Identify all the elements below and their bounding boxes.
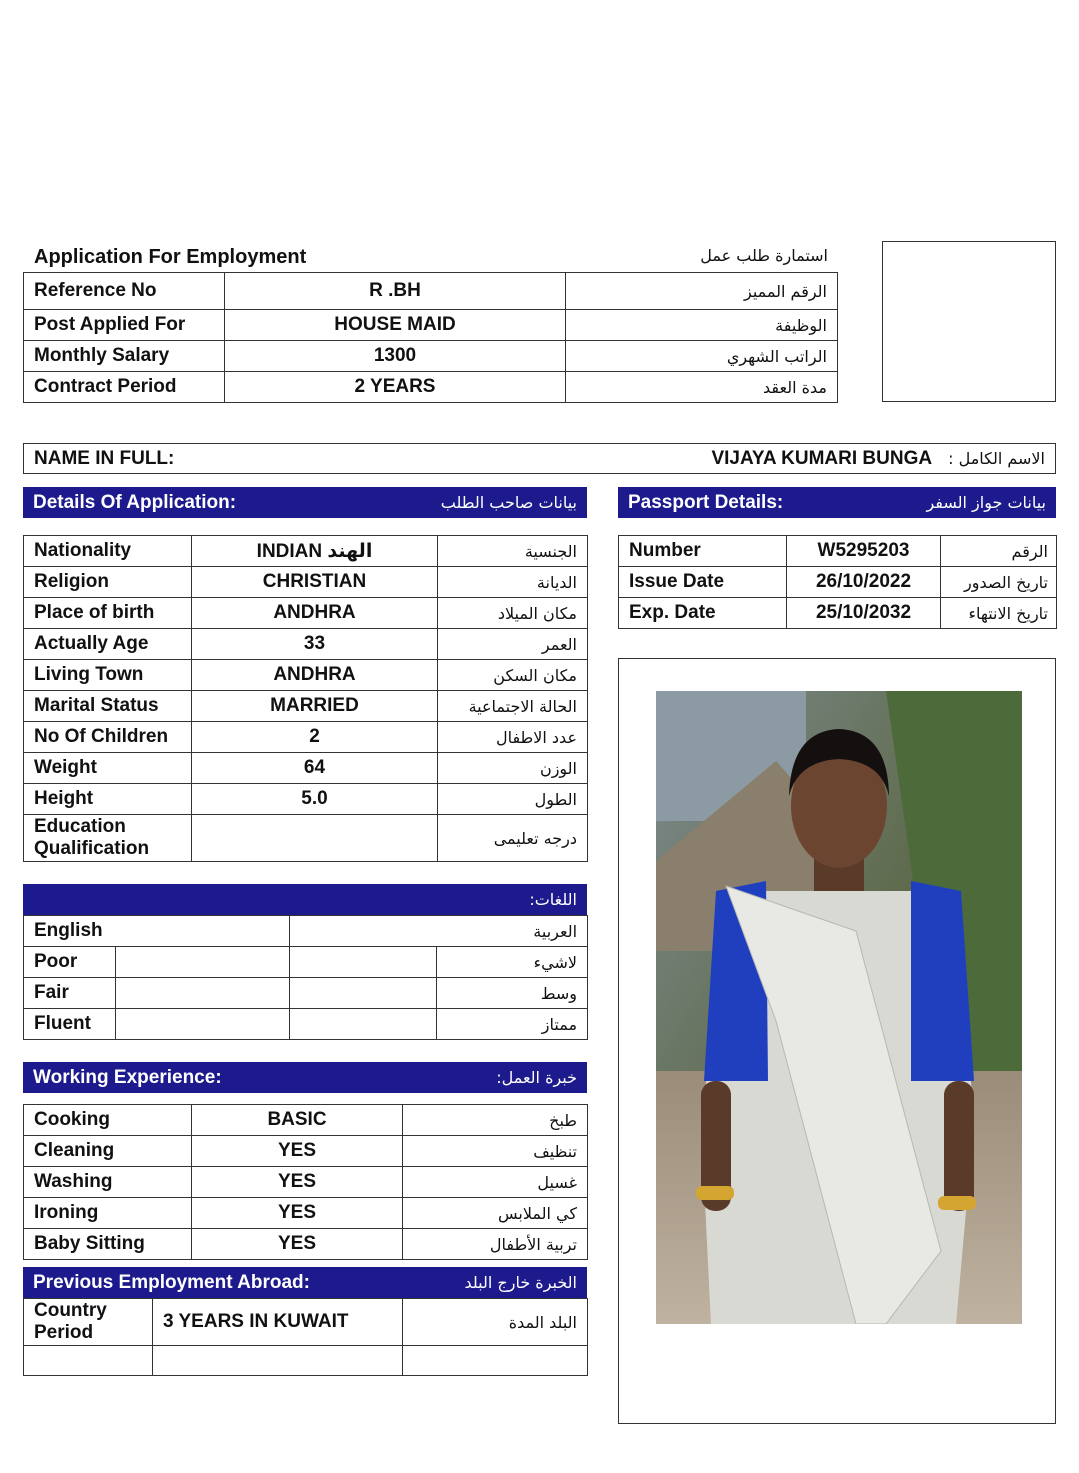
details-value: CHRISTIAN bbox=[192, 567, 438, 598]
details-row bbox=[24, 598, 588, 629]
name-label: NAME IN FULL: bbox=[34, 447, 175, 469]
job-label-arabic: مدة العقد bbox=[566, 372, 838, 403]
language-level-arabic: لاشيء bbox=[437, 947, 588, 978]
details-header-arabic: بيانات صاحب الطلب bbox=[440, 493, 577, 512]
passport-row bbox=[619, 567, 1057, 598]
abroad-empty-row bbox=[24, 1346, 588, 1376]
experience-header-title: Working Experience: bbox=[33, 1066, 222, 1088]
passport-value: 25/10/2032 bbox=[787, 598, 941, 629]
details-label: Living Town bbox=[24, 660, 192, 691]
id-photo-box bbox=[882, 241, 1056, 402]
name-label-arabic: الاسم الكامل : bbox=[948, 449, 1045, 468]
job-value: R .BH bbox=[225, 273, 566, 310]
page-title: Application For Employment bbox=[34, 246, 307, 268]
details-row bbox=[24, 536, 588, 567]
abroad-header bbox=[23, 1267, 587, 1298]
details-label: Weight bbox=[24, 753, 192, 784]
job-value: 2 YEARS bbox=[225, 372, 566, 403]
page-title-arabic: استمارة طلب عمل bbox=[700, 246, 828, 265]
language-level-cell bbox=[116, 1009, 290, 1040]
job-label-arabic: الرقم المميز bbox=[566, 273, 838, 310]
details-value: MARRIED bbox=[192, 691, 438, 722]
experience-label-arabic: تنظيف bbox=[403, 1136, 588, 1167]
details-value: 2 bbox=[192, 722, 438, 753]
education-row bbox=[24, 815, 588, 862]
passport-label-arabic: الرقم bbox=[941, 536, 1057, 567]
name-value: VIJAYA KUMARI BUNGA bbox=[711, 447, 933, 469]
details-header-title: Details Of Application: bbox=[33, 491, 237, 513]
passport-header bbox=[618, 487, 1056, 518]
details-value: 64 bbox=[192, 753, 438, 784]
applicant-photo bbox=[656, 691, 1022, 1324]
job-label: Reference No bbox=[24, 273, 225, 310]
experience-label: Washing bbox=[24, 1167, 192, 1198]
details-label: Actually Age bbox=[24, 629, 192, 660]
experience-table bbox=[23, 1104, 588, 1260]
job-label-arabic: الراتب الشهري bbox=[566, 341, 838, 372]
experience-row bbox=[24, 1105, 588, 1136]
education-value bbox=[192, 815, 438, 862]
experience-header bbox=[23, 1062, 587, 1093]
experience-label: Baby Sitting bbox=[24, 1229, 192, 1260]
details-label-arabic: الحالة الاجتماعية bbox=[438, 691, 588, 722]
abroad-label-arabic: البلد المدة bbox=[403, 1299, 588, 1346]
passport-value: W5295203 bbox=[787, 536, 941, 567]
experience-value: YES bbox=[192, 1229, 403, 1260]
language-level-cell bbox=[290, 1009, 437, 1040]
abroad-label bbox=[24, 1299, 153, 1346]
details-label: Nationality bbox=[24, 536, 192, 567]
job-row-salary bbox=[24, 341, 838, 372]
job-label: Monthly Salary bbox=[24, 341, 225, 372]
details-label-arabic: الطول bbox=[438, 784, 588, 815]
experience-header-arabic: خبرة العمل: bbox=[496, 1068, 577, 1087]
photo-right-arm bbox=[944, 1081, 974, 1211]
details-row bbox=[24, 567, 588, 598]
abroad-empty-cell bbox=[153, 1346, 403, 1376]
language-level-label: Fluent bbox=[24, 1009, 116, 1040]
job-table bbox=[23, 272, 838, 403]
details-label: Religion bbox=[24, 567, 192, 598]
language-level-label: Poor bbox=[24, 947, 116, 978]
education-label-line2: Qualification bbox=[34, 838, 150, 859]
details-label-arabic: الوزن bbox=[438, 753, 588, 784]
language-arabic-label: العربية bbox=[290, 916, 588, 947]
name-row bbox=[23, 443, 1056, 474]
abroad-empty-cell bbox=[24, 1346, 153, 1376]
abroad-row bbox=[24, 1299, 588, 1346]
abroad-empty-cell bbox=[403, 1346, 588, 1376]
abroad-value: 3 YEARS IN KUWAIT bbox=[153, 1299, 403, 1346]
language-level-row bbox=[24, 1009, 588, 1040]
abroad-label-line2: Period bbox=[34, 1322, 94, 1343]
passport-row bbox=[619, 536, 1057, 567]
details-row bbox=[24, 753, 588, 784]
passport-label: Exp. Date bbox=[619, 598, 787, 629]
passport-row bbox=[619, 598, 1057, 629]
details-value: 33 bbox=[192, 629, 438, 660]
passport-label-arabic: تاريخ الانتهاء bbox=[941, 598, 1057, 629]
experience-label: Ironing bbox=[24, 1198, 192, 1229]
language-level-cell bbox=[290, 978, 437, 1009]
experience-label: Cooking bbox=[24, 1105, 192, 1136]
details-value: INDIAN الهند bbox=[192, 536, 438, 567]
job-row-reference bbox=[24, 273, 838, 310]
abroad-table bbox=[23, 1298, 588, 1376]
language-level-arabic: وسط bbox=[437, 978, 588, 1009]
passport-label: Number bbox=[619, 536, 787, 567]
language-level-cell bbox=[290, 947, 437, 978]
experience-row bbox=[24, 1198, 588, 1229]
experience-row bbox=[24, 1167, 588, 1198]
details-table bbox=[23, 535, 588, 862]
passport-header-arabic: بيانات جواز السفر bbox=[926, 493, 1046, 512]
passport-table bbox=[618, 535, 1057, 629]
abroad-header-arabic: الخبرة خارج البلد bbox=[464, 1273, 577, 1292]
language-level-row bbox=[24, 978, 588, 1009]
languages-header bbox=[23, 884, 587, 915]
experience-row bbox=[24, 1136, 588, 1167]
experience-label-arabic: غسيل bbox=[403, 1167, 588, 1198]
abroad-label-line1: Country bbox=[34, 1300, 107, 1321]
job-label: Contract Period bbox=[24, 372, 225, 403]
details-label: Marital Status bbox=[24, 691, 192, 722]
details-row bbox=[24, 660, 588, 691]
job-value: HOUSE MAID bbox=[225, 310, 566, 341]
details-label: Height bbox=[24, 784, 192, 815]
experience-value: YES bbox=[192, 1167, 403, 1198]
language-level-label: Fair bbox=[24, 978, 116, 1009]
experience-label-arabic: كي الملابس bbox=[403, 1198, 588, 1229]
languages-title-row bbox=[24, 916, 588, 947]
language-english-label: English bbox=[24, 916, 290, 947]
details-label-arabic: الجنسية bbox=[438, 536, 588, 567]
details-row bbox=[24, 784, 588, 815]
passport-label: Issue Date bbox=[619, 567, 787, 598]
passport-header-title: Passport Details: bbox=[628, 491, 784, 513]
experience-value: YES bbox=[192, 1136, 403, 1167]
details-label: No Of Children bbox=[24, 722, 192, 753]
photo-bangle-right bbox=[938, 1196, 976, 1210]
experience-label-arabic: تربية الأطفال bbox=[403, 1229, 588, 1260]
details-row bbox=[24, 629, 588, 660]
passport-label-arabic: تاريخ الصدور bbox=[941, 567, 1057, 598]
job-value: 1300 bbox=[225, 341, 566, 372]
passport-value: 26/10/2022 bbox=[787, 567, 941, 598]
details-label-arabic: الديانة bbox=[438, 567, 588, 598]
details-value: ANDHRA bbox=[192, 660, 438, 691]
experience-value: BASIC bbox=[192, 1105, 403, 1136]
details-value: ANDHRA bbox=[192, 598, 438, 629]
details-row bbox=[24, 722, 588, 753]
details-label-arabic: مكان السكن bbox=[438, 660, 588, 691]
details-label: Place of birth bbox=[24, 598, 192, 629]
languages-table bbox=[23, 915, 588, 1040]
education-label-arabic: درجه تعليمى bbox=[438, 815, 588, 862]
photo-bangle-left bbox=[696, 1186, 734, 1200]
job-row-post bbox=[24, 310, 838, 341]
language-level-cell bbox=[116, 947, 290, 978]
details-header bbox=[23, 487, 587, 518]
education-label bbox=[24, 815, 192, 862]
experience-row bbox=[24, 1229, 588, 1260]
details-value: 5.0 bbox=[192, 784, 438, 815]
job-label: Post Applied For bbox=[24, 310, 225, 341]
languages-header-arabic: اللغات: bbox=[529, 890, 577, 909]
language-level-cell bbox=[116, 978, 290, 1009]
experience-value: YES bbox=[192, 1198, 403, 1229]
details-label-arabic: مكان الميلاد bbox=[438, 598, 588, 629]
job-label-arabic: الوظيفة bbox=[566, 310, 838, 341]
details-row bbox=[24, 691, 588, 722]
experience-label: Cleaning bbox=[24, 1136, 192, 1167]
language-level-row bbox=[24, 947, 588, 978]
details-label-arabic: عدد الاطفال bbox=[438, 722, 588, 753]
language-level-arabic: ممتاز bbox=[437, 1009, 588, 1040]
experience-label-arabic: طبخ bbox=[403, 1105, 588, 1136]
details-label-arabic: العمر bbox=[438, 629, 588, 660]
abroad-header-title: Previous Employment Abroad: bbox=[33, 1271, 310, 1293]
job-row-contract bbox=[24, 372, 838, 403]
education-label-line1: Education bbox=[34, 816, 126, 837]
